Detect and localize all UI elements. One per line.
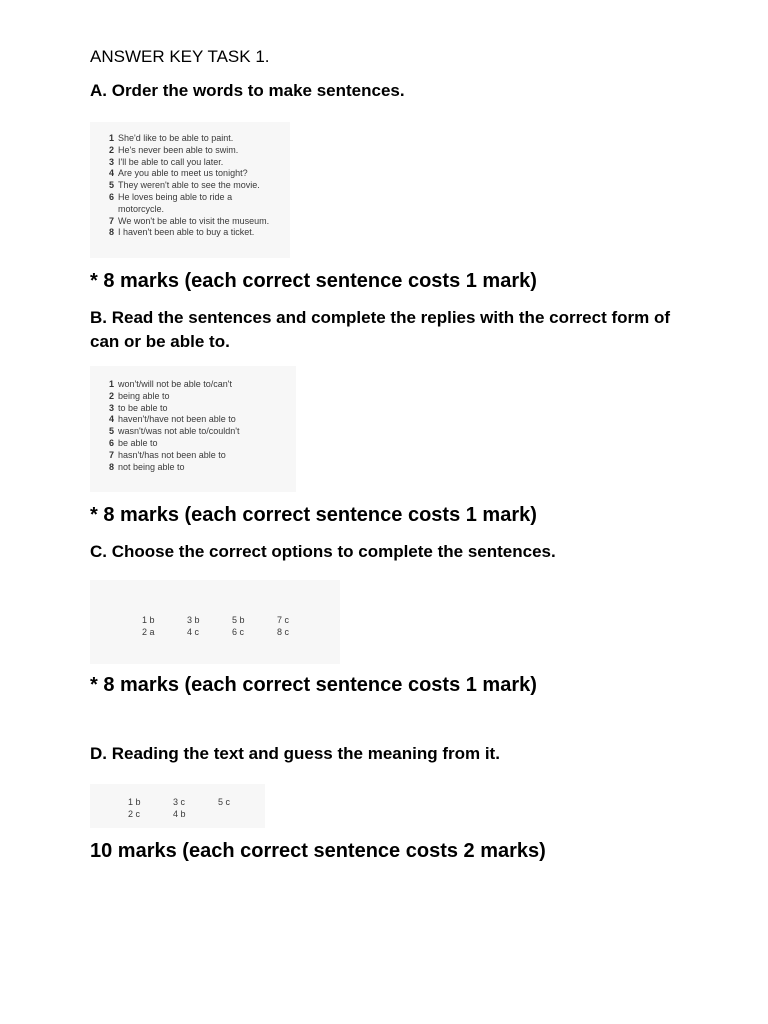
list-item: 2 c bbox=[128, 809, 141, 819]
section-c-answer-image bbox=[90, 580, 340, 664]
list-item: 3 c bbox=[173, 797, 186, 807]
list-item: 8 c bbox=[277, 627, 290, 637]
list-item: 3 to be able to bbox=[109, 402, 168, 413]
list-item: 5 b bbox=[232, 615, 245, 625]
list-item: 1 She'd like to be able to paint. bbox=[109, 133, 234, 143]
list-item: 5 wasn't/was not able to/couldn't bbox=[109, 426, 240, 437]
section-c-marks: * 8 marks (each correct sentence costs 1 mark) bbox=[90, 674, 537, 696]
section-d-heading: D. Reading the text and guess the meaning from it. bbox=[90, 744, 500, 763]
section-a-answer-image bbox=[90, 122, 290, 258]
list-item: 6 He loves being able to ride a motorcycle. bbox=[109, 191, 233, 214]
list-item: 7 c bbox=[277, 615, 290, 625]
document-title: ANSWER KEY TASK 1. bbox=[90, 47, 270, 66]
section-a-marks: * 8 marks (each correct sentence costs 1 mark) bbox=[90, 270, 537, 292]
section-b-answer-list bbox=[109, 379, 278, 473]
list-item: 2 being able to bbox=[109, 390, 170, 401]
section-c-heading: C. Choose the correct options to complete the sentences. bbox=[90, 542, 556, 561]
section-b-answer-image bbox=[90, 366, 296, 492]
section-b-heading: B. Read the sentences and complete the replies with the correct form of can or be able to. bbox=[90, 308, 671, 351]
list-item: 3 b bbox=[187, 615, 200, 625]
section-d-answer-grid bbox=[128, 796, 248, 820]
section-d-marks: 10 marks (each correct sentence costs 2 marks) bbox=[90, 840, 546, 862]
list-item: 7 hasn't/has not been able to bbox=[109, 449, 226, 460]
list-item: 4 haven't/have not been able to bbox=[109, 414, 236, 425]
section-d-answer-image bbox=[90, 784, 265, 828]
list-item: 1 won't/will not be able to/can't bbox=[109, 379, 233, 389]
list-item: 4 b bbox=[173, 809, 186, 819]
section-a-heading: A. Order the words to make sentences. bbox=[90, 81, 405, 100]
section-a-answer-list bbox=[109, 133, 278, 239]
list-item: 4 c bbox=[187, 627, 200, 637]
list-item: 5 c bbox=[218, 797, 231, 807]
section-c-answer-grid bbox=[142, 614, 307, 638]
list-item: 4 Are you able to meet us tonight? bbox=[109, 168, 248, 179]
list-item: 1 b bbox=[142, 615, 155, 625]
list-item: 1 b bbox=[128, 797, 141, 807]
list-item: 7 We won't be able to visit the museum. bbox=[109, 215, 270, 226]
list-item: 6 c bbox=[232, 627, 245, 637]
list-item: 5 They weren't able to see the movie. bbox=[109, 180, 260, 191]
list-item: 2 He's never been able to swim. bbox=[109, 144, 239, 155]
list-item: 8 not being able to bbox=[109, 461, 185, 472]
list-item: 2 a bbox=[142, 627, 155, 637]
list-item: 6 be able to bbox=[109, 437, 158, 448]
list-item: 8 I haven't been able to buy a ticket. bbox=[109, 227, 255, 238]
section-b-marks: * 8 marks (each correct sentence costs 1 mark) bbox=[90, 504, 537, 526]
list-item: 3 I'll be able to call you later. bbox=[109, 156, 224, 167]
